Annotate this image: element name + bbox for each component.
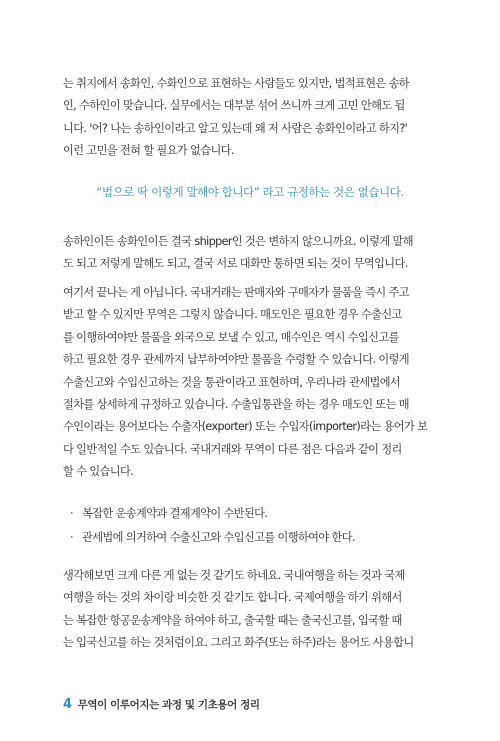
paragraph-line: 하고 필요한 경우 관세까지 납부하여야만 물품을 수령할 수 있습니다. 이렇게 [63,353,409,367]
highlighted-quote: “법으로 딱 이렇게 말해야 합니다” 라고 규정하는 것은 없습니다. [96,185,404,199]
paragraph-2 [63,231,439,276]
paragraph-line: 도 되고 저렇게 말해도 되고, 결국 서로 대화만 통하면 되는 것이 무역입니다. [63,257,408,271]
paragraph-4 [63,565,439,655]
paragraph-line: 생각해보면 크게 다른 게 없는 것 같기도 하네요. 국내여행을 하는 것과 국제 [63,569,405,582]
list-item [70,526,355,550]
paragraph-3 [63,282,439,484]
paragraph-line: 받고 할 수 있지만 무역은 그렇지 않습니다. 매도인은 필요한 경우 수출신고 [63,308,402,322]
bullet-list [70,502,355,550]
bullet-dot-icon: · [70,531,73,544]
paragraph-line: 를 이행하여야만 물품을 외국으로 보낼 수 있고, 매수인은 역시 수입신고를 [63,330,399,344]
paragraph-line: 절차를 상세하게 규정하고 있습니다. 수출입통관을 하는 경우 매도인 또는 매 [63,398,409,412]
paragraph-line: 는 복잡한 항공운송계약을 하여야 하고, 출국할 때는 출국신고를, 입국할 때 [63,613,402,627]
paragraph-line: 여행을 하는 것의 차이랑 비슷한 것 같기도 합니다. 국제여행을 하기 위해서 [63,591,402,605]
paragraph-line: 는 입국신고를 하는 것처럼이요. 그리고 화주(또는 하주)라는 용어도 사용합니 [63,636,414,650]
paragraph-line: 인, 수하인이 맞습니다. 실무에서는 대부분 섞어 쓰니까 크게 고민 안해도 됩 [63,99,405,113]
bullet-dot-icon: · [70,507,73,520]
list-item [70,502,355,526]
bullet-text: 복잡한 운송계약과 결제계약이 수반된다. [82,507,268,520]
page-number: 4 [63,697,72,712]
paragraph-line: 여기서 끝나는 게 아닙니다. 국내거래는 판매자와 구매자가 물품을 즉시 주고 [63,286,409,299]
chapter-title: 무역이 이루어지는 과정 및 기초용어 정리 [77,699,260,711]
paragraph-line: 송하인이든 송화인이든 결국 shipper인 것은 변하지 않으니까요. 이렇게 말해 [63,235,413,248]
paragraph-line: 수출신고와 수입신고하는 것을 통관이라고 표현하며, 우리나라 관세법에서 [63,375,401,389]
paragraph-line: 니다. '어? 나는 송하인이라고 알고 있는데 왜 저 사람은 송화인이라고 하지?' [63,121,408,135]
paragraph-line: 는 취지에서 송화인, 수화인으로 표현하는 사람들도 있지만, 법적표현은 송하 [63,77,409,90]
paragraph-1 [63,73,439,163]
paragraph-line: 할 수 있습니다. [63,465,134,479]
paragraph-line: 이런 고민을 전혀 할 필요가 없습니다. [63,144,234,158]
page-footer [63,697,260,713]
paragraph-line: 수인이라는 용어보다는 수출자(exporter) 또는 수입자(importer)라는 용어가 보 [63,420,428,434]
paragraph-line: 다 일반적일 수도 있습니다. 국내거래와 무역이 다른 점은 다음과 같이 정리 [63,442,402,456]
bullet-text: 관세법에 의거하여 수출신고와 수입신고를 이행하여야 한다. [82,531,355,544]
